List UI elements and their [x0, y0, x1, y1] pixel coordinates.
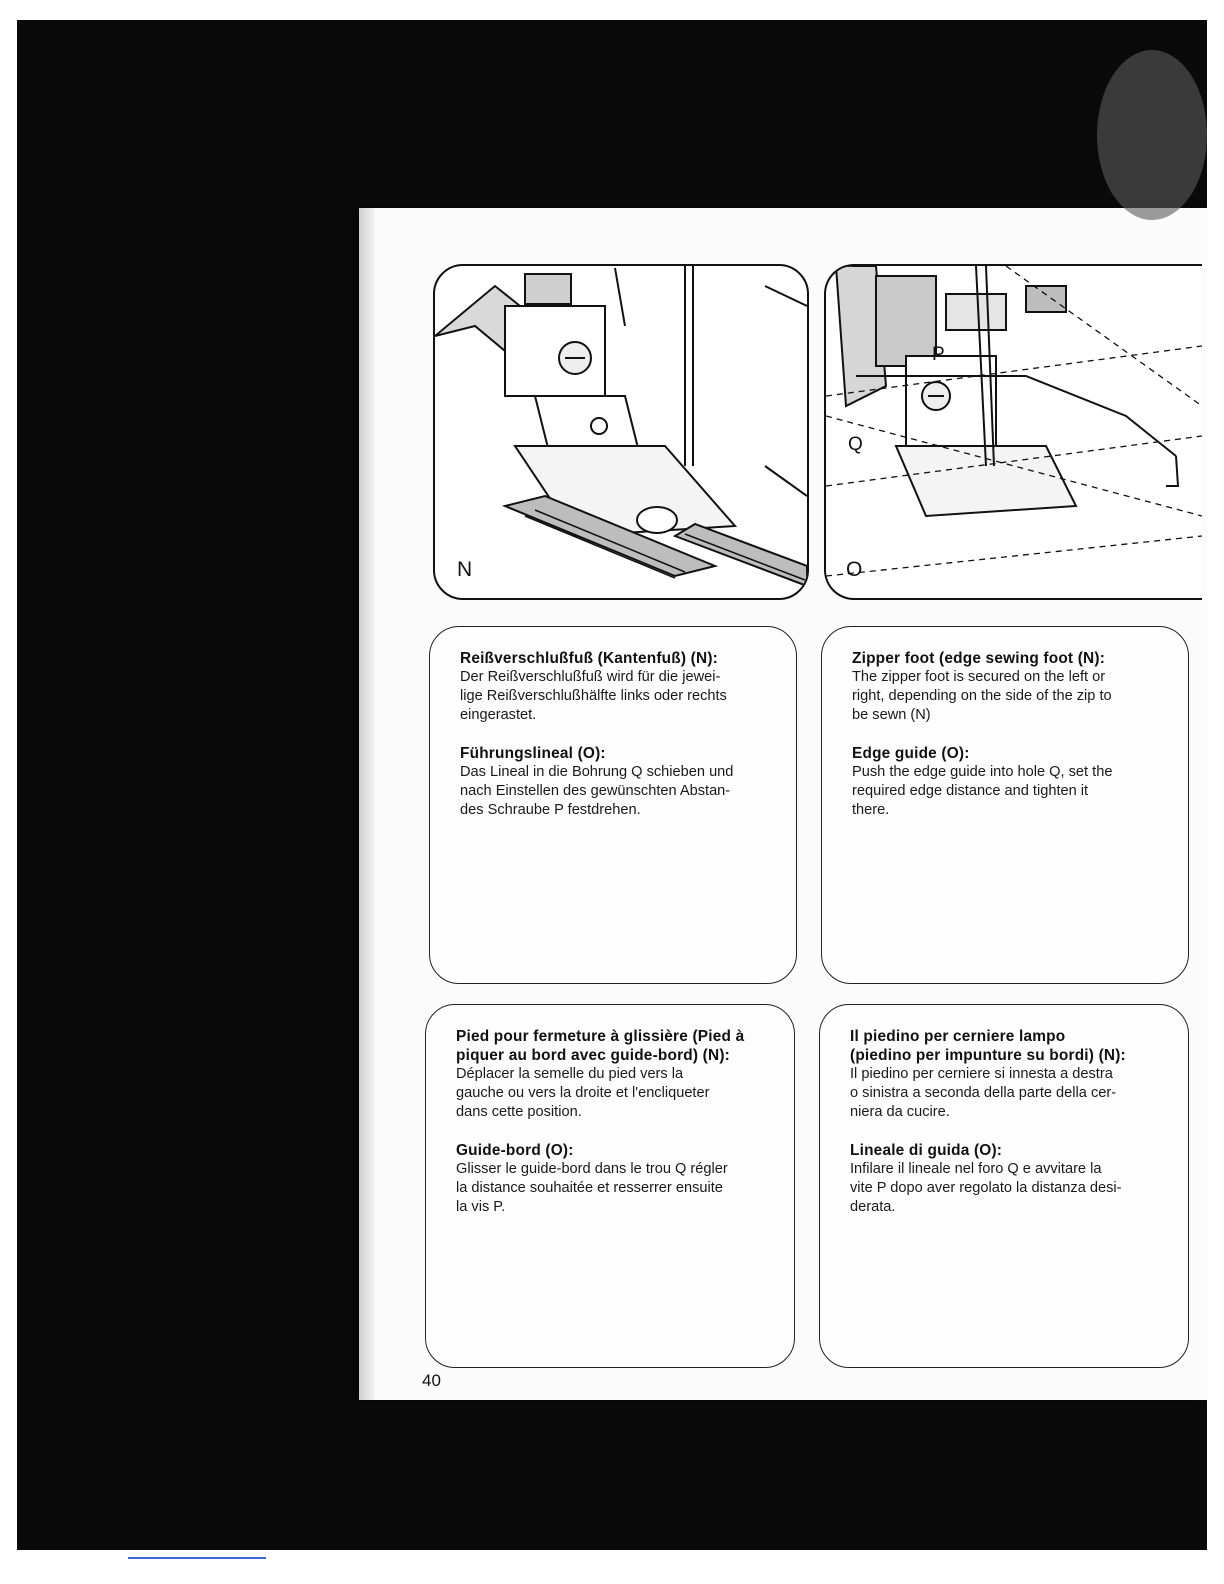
text-box-english	[821, 626, 1189, 984]
heading-zipper-foot-de: Reißverschlußfuß (Kantenfuß) (N):	[460, 650, 718, 667]
text-zipper-foot-en: The zipper foot is secured on the left or right, depending on the side of the zip to be sewn (N)	[852, 669, 1112, 723]
zipper-foot-illustration	[435, 266, 807, 598]
heading-guide-it: Lineale di guida (O):	[850, 1142, 1003, 1159]
text-guide-fr: Glisser le guide-bord dans le trou Q régler la distance souhaitée et resserrer ensuite la vis P.	[456, 1161, 728, 1215]
callout-q: Q	[848, 434, 863, 455]
heading-guide-en: Edge guide (O):	[852, 745, 970, 762]
text-box-german	[429, 626, 797, 984]
text-guide-en: Push the edge guide into hole Q, set the required edge distance and tighten it there.	[852, 764, 1113, 818]
heading-guide-fr: Guide-bord (O):	[456, 1142, 574, 1159]
text-guide-de: Das Lineal in die Bohrung Q schieben und nach Einstellen des gewünschten Abstan- des Schraube P festdrehen.	[460, 764, 734, 818]
page-gutter	[359, 208, 375, 1400]
page-number: 40	[422, 1371, 441, 1390]
text-box-french	[425, 1004, 795, 1368]
scan-smudge	[1097, 50, 1207, 220]
heading-zipper-foot-it: Il piedino per cerniere lampo (piedino per impunture su bordi) (N):	[850, 1028, 1126, 1064]
figure-label-n: N	[457, 558, 473, 581]
scan-background	[17, 20, 1207, 1550]
figure-edge-guide	[824, 264, 1202, 600]
text-guide-it: Infilare il lineale nel foro Q e avvitare la vite P dopo aver regolato la distanza desi- derata.	[850, 1161, 1122, 1215]
heading-guide-de: Führungslineal (O):	[460, 745, 606, 762]
edge-guide-illustration	[826, 266, 1202, 598]
text-box-italian	[819, 1004, 1189, 1368]
figure-label-o: O	[846, 558, 863, 581]
callout-p: P	[932, 344, 945, 365]
figure-zipper-foot	[433, 264, 809, 600]
scan-edge-mark	[128, 1557, 266, 1559]
text-zipper-foot-de: Der Reißverschlußfuß wird für die jewei- lige Reißverschlußhälfte links oder rechts eingerastet.	[460, 669, 727, 723]
manual-page	[359, 208, 1207, 1400]
heading-zipper-foot-fr: Pied pour fermeture à glissière (Pied à piquer au bord avec guide-bord) (N):	[456, 1028, 745, 1064]
text-zipper-foot-it: Il piedino per cerniere si innesta a destra o sinistra a seconda della parte della cer- niera da cucire.	[850, 1066, 1117, 1120]
heading-zipper-foot-en: Zipper foot (edge sewing foot (N):	[852, 650, 1106, 667]
text-zipper-foot-fr: Déplacer la semelle du pied vers la gauche ou vers la droite et l'encliqueter dans cette position.	[456, 1066, 710, 1120]
